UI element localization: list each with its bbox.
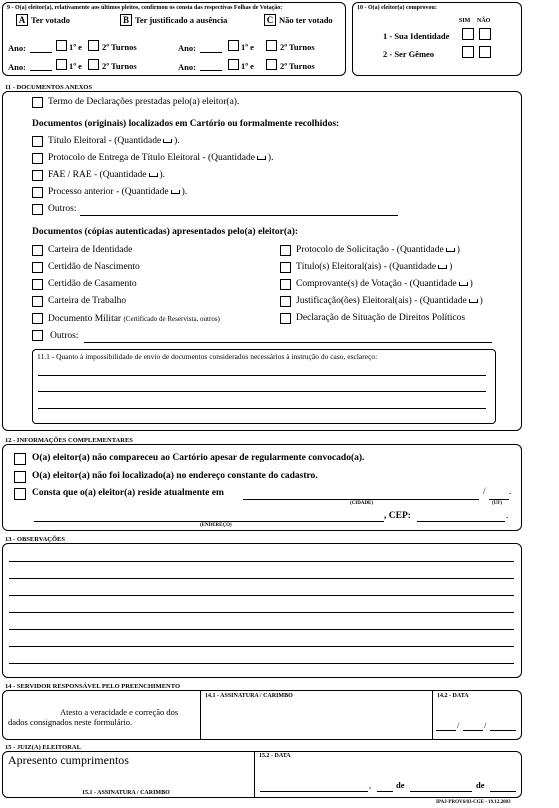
- copia-outros-label: Outros:: [50, 331, 79, 341]
- juiz-data-day[interactable]: [377, 791, 393, 792]
- orig-processo-checkbox[interactable]: [32, 187, 43, 198]
- nao-compareceu-label: O(a) eleitor(a) não compareceu ao Cartório apesar de regularmente convocado(a).: [32, 453, 365, 463]
- termo-checkbox[interactable]: [32, 97, 43, 108]
- ano-label: Ano:: [178, 43, 196, 53]
- copia-outros-field[interactable]: [84, 342, 492, 343]
- turno1-checkbox[interactable]: [56, 40, 67, 51]
- copia-casamento-label: Certidão de Casamento: [48, 279, 137, 289]
- esclareco-line[interactable]: [38, 408, 486, 409]
- observacao-line[interactable]: [9, 663, 514, 664]
- identidade-nao-checkbox[interactable]: [479, 28, 491, 40]
- copia-protocolo-label: Protocolo de Solicitação - (Quantidade ): [296, 245, 460, 255]
- orig-titulo-checkbox[interactable]: [32, 136, 43, 147]
- juiz-data-month[interactable]: [410, 791, 472, 792]
- section-13-box: [2, 543, 522, 678]
- termo-label: Termo de Declarações prestadas pelo(a) eleitor(a).: [48, 97, 240, 107]
- de-label: de: [476, 780, 485, 790]
- turno1-checkbox[interactable]: [228, 40, 239, 51]
- section-14-title: 14 - SERVIDOR RESPONSÁVEL PELO PREENCHIMENTO: [5, 683, 180, 690]
- orig-processo-label: Processo anterior - (Quantidade ).: [48, 187, 188, 197]
- nao-localizado-label: O(a) eleitor(a) não foi localizado(a) no endereço constante do cadastro.: [32, 471, 318, 481]
- esclareco-line[interactable]: [38, 391, 486, 392]
- cep-label: , CEP:: [384, 511, 411, 521]
- originais-title: Documentos (originais) localizados em Cartório ou formalmente recolhidos:: [32, 119, 340, 129]
- section-11-1-title: 11.1 - Quanto à impossibilidade de envio de documentos considerados necessários à instrução do caso, esclareço:: [37, 352, 378, 361]
- nao-localizado-checkbox[interactable]: [14, 471, 26, 483]
- form-code: IPAJ-PROV6/03-CGE - 19.12.2003: [436, 800, 511, 805]
- servidor-data-day[interactable]: [436, 730, 456, 731]
- section-12-title: 12 - INFORMAÇÕES COMPLEMENTARES: [5, 437, 133, 444]
- observacao-line[interactable]: [9, 578, 514, 579]
- copia-justificacao-label: Justificação(ões) Eleitoral(ais) - (Quantidade ): [296, 296, 483, 306]
- copia-justificacao-checkbox[interactable]: [280, 296, 291, 307]
- section-15-divider: [254, 752, 255, 797]
- servidor-data-year[interactable]: [490, 730, 516, 731]
- juiz-data-caption: 15.2 - DATA: [259, 753, 291, 759]
- servidor-assinatura-caption: 14.1 - ASSINATURA / CARIMBO: [205, 693, 293, 699]
- turno1-label: 1º e: [241, 61, 254, 71]
- orig-outros-field[interactable]: [80, 215, 398, 216]
- orig-titulo-label: Título Eleitoral - (Quantidade ).: [48, 136, 180, 146]
- servidor-assinatura-field[interactable]: [201, 700, 431, 738]
- servidor-data-caption: 14.2 - DATA: [437, 693, 469, 699]
- apresento-text: Apresento cumprimentos: [8, 753, 129, 767]
- atesto-line2: dados consignados neste formulário.: [8, 717, 133, 727]
- observacao-line[interactable]: [9, 646, 514, 647]
- uf-caption: (UF): [492, 501, 502, 506]
- turno1-checkbox[interactable]: [228, 59, 239, 70]
- copia-identidade-label: Carteira de Identidade: [48, 245, 133, 255]
- copia-declaracao-label: Declaração de Situação de Direitos Políticos: [296, 313, 466, 323]
- uf-field[interactable]: [489, 499, 509, 500]
- copia-militar-checkbox[interactable]: [32, 313, 43, 324]
- turno2-label: 2º Turnos: [280, 61, 315, 71]
- option-b-label: Ter justificado a ausência: [135, 15, 228, 25]
- copia-identidade-checkbox[interactable]: [32, 245, 43, 256]
- observacao-line[interactable]: [9, 595, 514, 596]
- turno1-label: 1º e: [69, 61, 82, 71]
- orig-protocolo-label: Protocolo de Entrega de Título Eleitoral - (Quantidade ).: [48, 153, 274, 163]
- ano-label: Ano:: [178, 62, 196, 72]
- juiz-assinatura-field[interactable]: [5, 768, 251, 788]
- option-c-box[interactable]: C: [264, 14, 276, 26]
- copia-declaracao-checkbox[interactable]: [280, 313, 291, 324]
- servidor-data-month[interactable]: [463, 730, 483, 731]
- turno2-checkbox[interactable]: [88, 40, 99, 51]
- section-10-title: 10 - O(a) eleitor(a) comprovou:: [357, 5, 437, 11]
- section-9-title: 9 - O(a) eleitor(a), relativamente aos últimos pleitos, confirmou os consta das respectivas Folhas de Votação:: [7, 5, 283, 11]
- endereco-field[interactable]: [34, 521, 384, 522]
- copias-title: Documentos (cópias autenticadas) apresentados pelo(a) eleitor(a):: [32, 227, 299, 237]
- cidade-field[interactable]: [243, 499, 479, 500]
- copia-trabalho-label: Carteira de Trabalho: [48, 296, 127, 306]
- turno1-label: 1º e: [241, 42, 254, 52]
- identidade-sim-checkbox[interactable]: [462, 28, 474, 40]
- reside-checkbox[interactable]: [14, 488, 26, 500]
- ano-label: Ano:: [8, 43, 26, 53]
- sim-header: SIM: [459, 18, 471, 24]
- option-b-box[interactable]: B: [120, 14, 132, 26]
- observacao-line[interactable]: [9, 629, 514, 630]
- section-13-title: 13 - OBSERVAÇÕES: [5, 536, 65, 543]
- option-c-label: Não ter votado: [279, 15, 333, 25]
- copia-titulos-label: Título(s) Eleitoral(ais) - (Quantidade ): [296, 262, 453, 272]
- turno2-label: 2º Turnos: [102, 61, 137, 71]
- orig-fae-label: FAE / RAE - (Quantidade ).: [48, 170, 166, 180]
- copia-outros-checkbox[interactable]: [32, 330, 43, 341]
- turno2-checkbox[interactable]: [266, 59, 277, 70]
- orig-outros-checkbox[interactable]: [32, 204, 43, 215]
- juiz-assinatura-caption: 15.1 - ASSINATURA / CARIMBO: [82, 790, 170, 796]
- gemeo-sim-checkbox[interactable]: [462, 46, 474, 58]
- gemeo-nao-checkbox[interactable]: [479, 46, 491, 58]
- identidade-label: 1 - Sua Identidade: [383, 31, 450, 41]
- section-11-title: 11 - DOCUMENTOS ANEXOS: [5, 84, 93, 91]
- copia-comprovante-label: Comprovante(s) de Votação - (Quantidade ): [296, 279, 473, 289]
- juiz-data-local[interactable]: [260, 791, 368, 792]
- section-15-title: 15 - JUIZ(A) ELEITORAL: [5, 744, 81, 751]
- turno2-label: 2º Turnos: [102, 42, 137, 52]
- reside-label: Consta que o(a) eleitor(a) reside atualmente em: [32, 488, 224, 498]
- copia-protocolo-checkbox[interactable]: [280, 245, 291, 256]
- turno2-checkbox[interactable]: [266, 40, 277, 51]
- copia-comprovante-checkbox[interactable]: [280, 279, 291, 290]
- nao-compareceu-checkbox[interactable]: [14, 453, 26, 465]
- endereco-caption: (ENDEREÇO): [200, 523, 232, 528]
- observacao-line[interactable]: [9, 612, 514, 613]
- ano-field[interactable]: [30, 52, 52, 53]
- turno1-label: 1º e: [69, 42, 82, 52]
- copia-nascimento-checkbox[interactable]: [32, 262, 43, 273]
- cep-field[interactable]: [417, 521, 505, 522]
- de-label: de: [396, 780, 405, 790]
- data-comma: ,: [369, 780, 372, 790]
- orig-fae-checkbox[interactable]: [32, 170, 43, 181]
- uf-period: .: [509, 487, 512, 497]
- ano-field[interactable]: [200, 52, 222, 53]
- option-a-label: Ter votado: [31, 15, 70, 25]
- esclareco-line[interactable]: [38, 375, 486, 376]
- option-a-box[interactable]: A: [16, 14, 28, 26]
- orig-outros-label: Outros:: [48, 204, 77, 214]
- copia-militar-label: Documento Militar (Certificado de Reservista, outros): [48, 314, 220, 324]
- copia-titulos-checkbox[interactable]: [280, 262, 291, 273]
- data-slash: /: [484, 720, 487, 730]
- gemeo-label: 2 - Ser Gêmeo: [383, 49, 435, 59]
- ano-label: Ano:: [8, 62, 26, 72]
- ano-field[interactable]: [30, 70, 52, 71]
- nao-header: NÃO: [477, 18, 491, 24]
- atesto-line1: Atesto a veracidade e correção dos: [60, 707, 179, 717]
- copia-trabalho-checkbox[interactable]: [32, 296, 43, 307]
- section-14-divider: [432, 691, 433, 739]
- ano-field[interactable]: [200, 70, 222, 71]
- turno2-checkbox[interactable]: [88, 59, 99, 70]
- cep-period: .: [506, 511, 509, 521]
- copia-casamento-checkbox[interactable]: [32, 279, 43, 290]
- turno1-checkbox[interactable]: [56, 59, 67, 70]
- juiz-data-year[interactable]: [490, 791, 516, 792]
- observacao-line[interactable]: [9, 561, 514, 562]
- orig-protocolo-checkbox[interactable]: [32, 153, 43, 164]
- copia-nascimento-label: Certidão de Nascimento: [48, 262, 140, 272]
- turno2-label: 2º Turnos: [280, 42, 315, 52]
- cidade-caption: (CIDADE): [350, 501, 374, 506]
- uf-slash: /: [483, 487, 486, 497]
- data-slash: /: [457, 720, 460, 730]
